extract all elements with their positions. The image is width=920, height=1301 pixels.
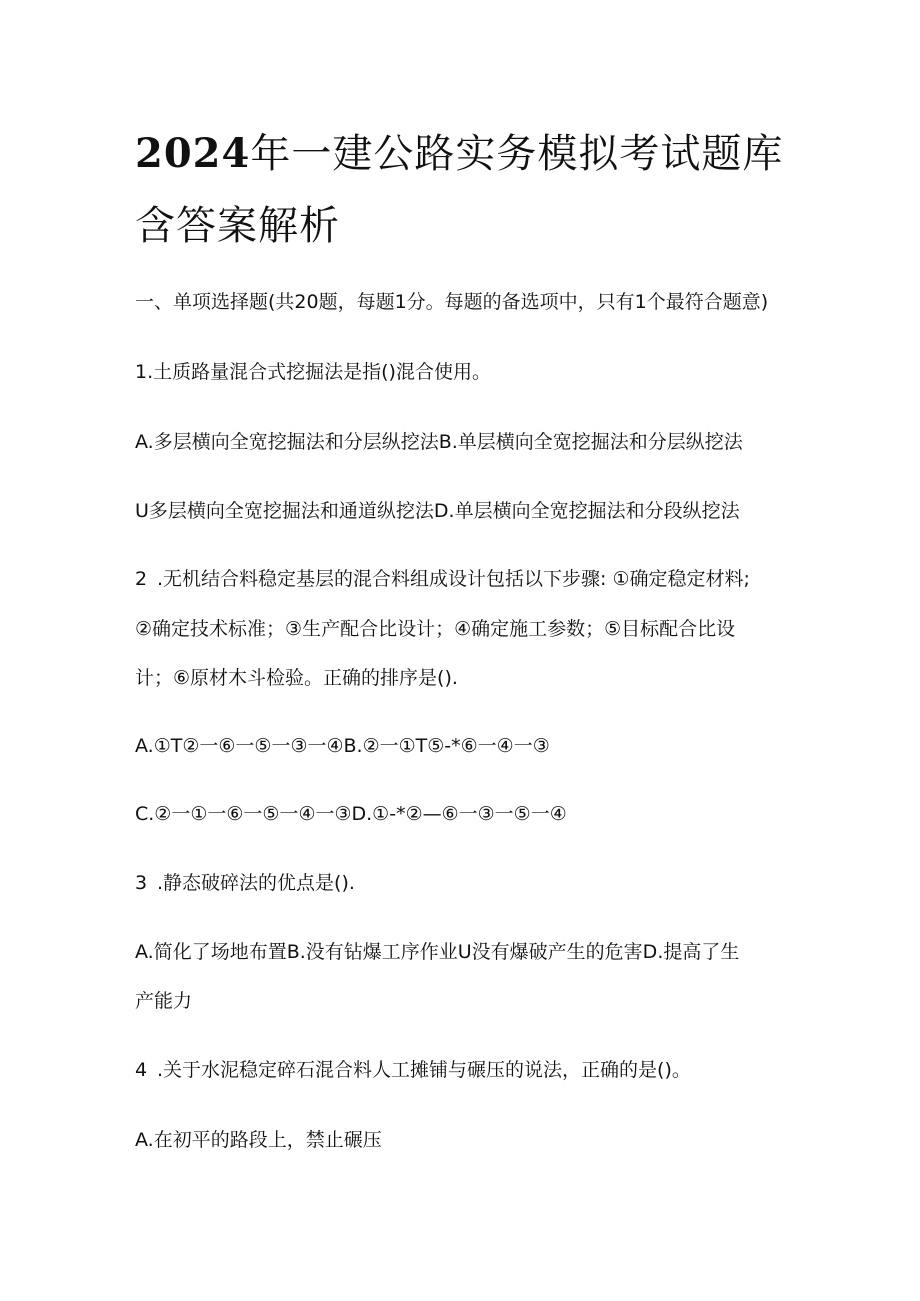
- q3-stem-text: .静态破碎法的优点是().: [157, 872, 355, 894]
- q4-option-a: A.在初平的路段上，禁止碾压: [135, 1129, 382, 1151]
- q1-options-cd: U多层横向全宽挖掘法和通道纵挖法D.单层横向全宽挖掘法和分段纵挖法: [135, 500, 740, 522]
- title-line2: 含答案解析: [135, 203, 340, 249]
- q1-stem: 1.土质路量混合式挖掘法是指()混合使用。: [135, 361, 491, 383]
- document-title: [135, 118, 855, 262]
- title-line1-rest: 年一建公路实务模拟考试题库: [250, 131, 784, 177]
- title-year: 2024: [135, 130, 251, 177]
- q3-number: 3: [135, 872, 148, 894]
- q4-stem: [135, 1056, 835, 1084]
- q2-options-ab: A.①T②一⑥一⑤一③一④B.②一①T⑤-*⑥一④一③: [135, 735, 550, 757]
- q2-stem-line3: 计；⑥原材木斗检验。正确的排序是().: [135, 667, 458, 689]
- section-heading: 一、单项选择题(共20题，每题1分。每题的备选项中，只有1个最符合题意): [135, 291, 769, 313]
- q2-stem-line1: [135, 565, 835, 593]
- q3-options-line2: 产能力: [135, 990, 193, 1012]
- q2-stem-line2: ②确定技术标准；③生产配合比设计；④确定施工参数；⑤目标配合比设: [135, 618, 736, 640]
- q1-options-ab: A.多层横向全宽挖掘法和分层纵挖法B.单层横向全宽挖掘法和分层纵挖法: [135, 431, 743, 453]
- q4-number: 4: [135, 1059, 148, 1081]
- q2-stem-text: .无机结合料稳定基层的混合料组成设计包括以下步骤: ①确定稳定材料;: [157, 568, 750, 590]
- q3-options-line1: A.简化了场地布置B.没有钻爆工序作业U没有爆破产生的危害D.提高了生: [135, 941, 740, 963]
- q3-stem: [135, 869, 835, 897]
- q2-options-cd: C.②一①一⑥一⑤一④一③D.①-*②—⑥一③一⑤一④: [135, 803, 567, 825]
- q4-stem-text: .关于水泥稳定碎石混合料人工摊铺与碾压的说法，正确的是()。: [157, 1059, 691, 1081]
- q2-number: 2: [135, 568, 148, 590]
